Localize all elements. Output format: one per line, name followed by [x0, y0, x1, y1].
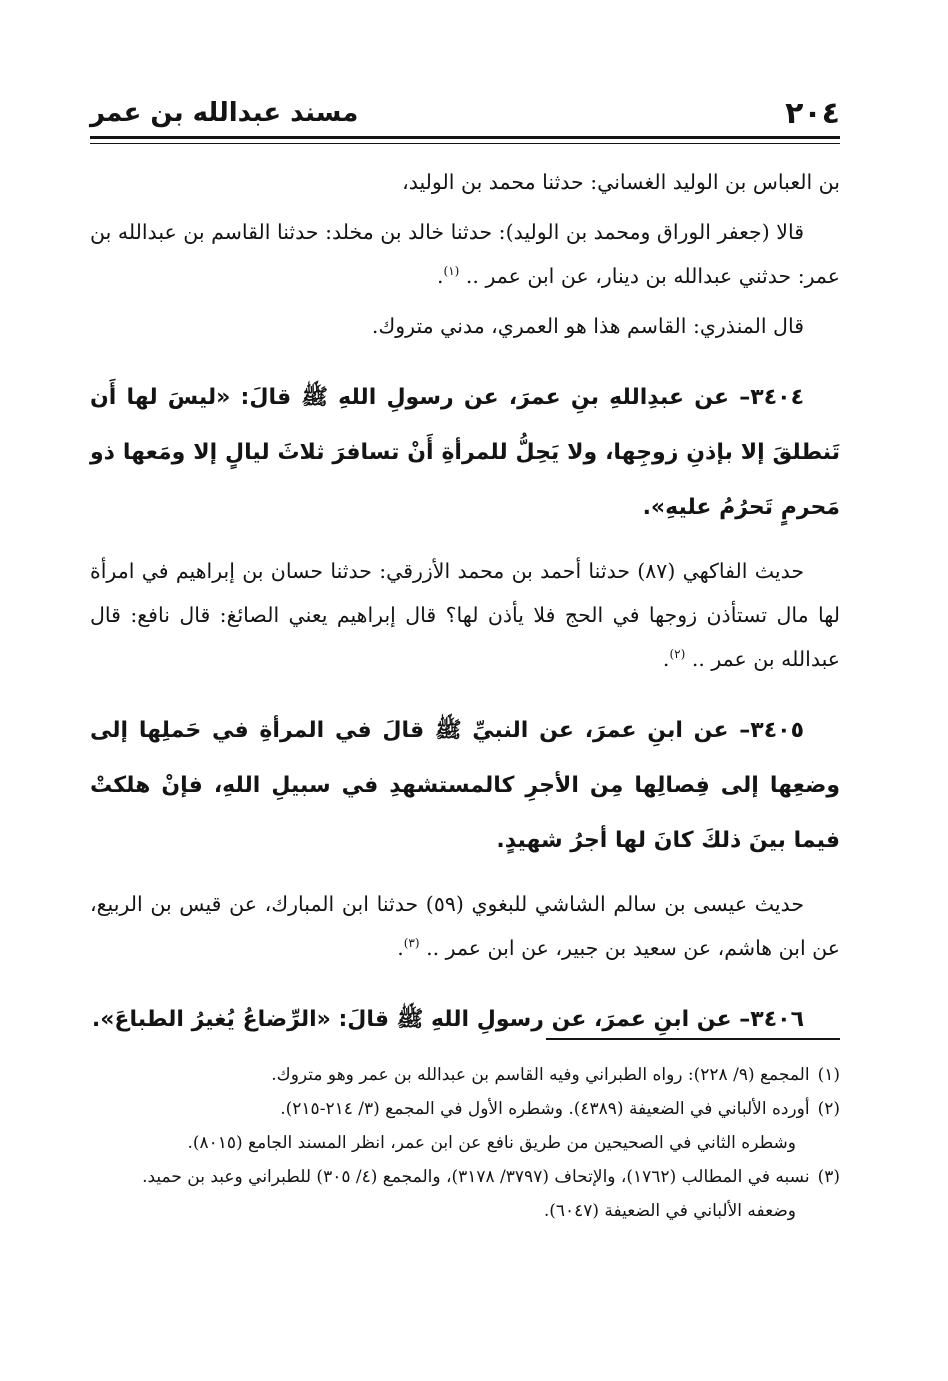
footnote-ref[interactable]: (٢) [669, 647, 686, 662]
footnote-text: المجمع (٩/ ٢٢٨): رواه الطبراني وفيه القاسم بن عبدالله بن عمر وهو متروك. [271, 1065, 810, 1085]
footnote-continuation: وضعفه الألباني في الضعيفة (٦٠٤٧). [543, 1201, 796, 1221]
narration-text: قالا (جعفر الوراق ومحمد بن الوليد): حدثنا خالد بن مخلد: حدثنا القاسم بن عبدالله بن عمر: حدثني عبدالله بن دينار، عن ابن عمر .. [90, 220, 840, 288]
footnote-continuation: وشطره الثاني في الصحيحين من طريق نافع عن ابن عمر، انظر المسند الجامع (٨٠١٥). [187, 1133, 796, 1153]
footnote-number: (٢) [817, 1099, 840, 1119]
header-rule-thick [90, 136, 840, 139]
header-rule-thin [90, 143, 840, 144]
footnote-number: (٣) [817, 1167, 840, 1187]
narration-end: . [397, 936, 404, 960]
narration-end: . [437, 264, 444, 288]
main-text [90, 160, 840, 1047]
footnote-separator [546, 1038, 840, 1040]
footnote-3 [90, 1160, 840, 1194]
footnote-2 [90, 1092, 840, 1126]
footnote-1 [90, 1058, 840, 1092]
narration-comment: قال المنذري: القاسم هذا هو العمري، مدني متروك. [371, 314, 804, 338]
narration-text: حديث عيسى بن سالم الشاشي للبغوي (٥٩) حدثنا ابن المبارك، عن قيس بن الربيع، عن ابن هاشم، عن سعيد بن جبير، عن ابن عمر .. [90, 892, 840, 960]
footnote-ref[interactable]: (١) [443, 264, 460, 279]
page-number: ٢٠٤ [785, 96, 840, 131]
footnotes [90, 1058, 840, 1228]
narration-line: بن العباس بن الوليد الغساني: حدثنا محمد بن الوليد، [402, 170, 840, 194]
running-title: مسند عبدالله بن عمر [90, 98, 359, 128]
narration-paragraph [90, 549, 840, 681]
footnote-text: نسبه في المطالب (١٧٦٢)، والإتحاف (٣٧٩٧/ ٣١٧٨)، والمجمع (٤/ ٣٠٥) للطبراني وعبد بن حميد. [142, 1167, 810, 1187]
footnote-number: (١) [817, 1065, 840, 1085]
page-header [90, 92, 840, 136]
hadith-3405: ٣٤٠٥– عن ابنِ عمرَ، عن النبيِّ ﷺ قالَ في المرأةِ في حَملِها إلى وضعِها إلى فِصالِها مِن الأجرِ كالمستشهدِ في سبيلِ اللهِ، فإنْ هلكتْ فيما بينَ ذلكَ كانَ لها أجرُ شهيدٍ. [90, 718, 840, 853]
narration-end: . [662, 647, 670, 671]
hadith-3406: ٣٤٠٦– عن ابنِ عمرَ، عن رسولِ اللهِ ﷺ قالَ: «الرِّضاعُ يُغيرُ الطباعَ». [91, 1007, 804, 1032]
footnote-ref[interactable]: (٣) [403, 936, 420, 951]
hadith-3404: ٣٤٠٤– عن عبدِاللهِ بنِ عمرَ، عن رسولِ اللهِ ﷺ قالَ: «ليسَ لها أَن تَنطلقَ إلا بإذنِ زوجِها، ولا يَحِلُّ للمرأةِ أَنْ تسافرَ ثلاثَ ليالٍ إلا ومَعها ذو مَحرمٍ تَحرُمُ عليهِ». [90, 385, 840, 520]
narration-paragraph [90, 882, 840, 970]
footnote-text: أورده الألباني في الضعيفة (٤٣٨٩). وشطره الأول في المجمع (٣/ ٢١٤-٢١٥). [280, 1099, 810, 1119]
narration-paragraph [90, 210, 840, 298]
narration-text: حديث الفاكهي (٨٧) حدثنا أحمد بن محمد الأزرقي: حدثنا حسان بن إبراهيم في امرأة لها مال تستأذن زوجها في الحج فلا يأذن لها؟ قال إبراهيم يعني الصائغ: قال نافع: قال عبدالله بن عمر .. [90, 559, 840, 671]
